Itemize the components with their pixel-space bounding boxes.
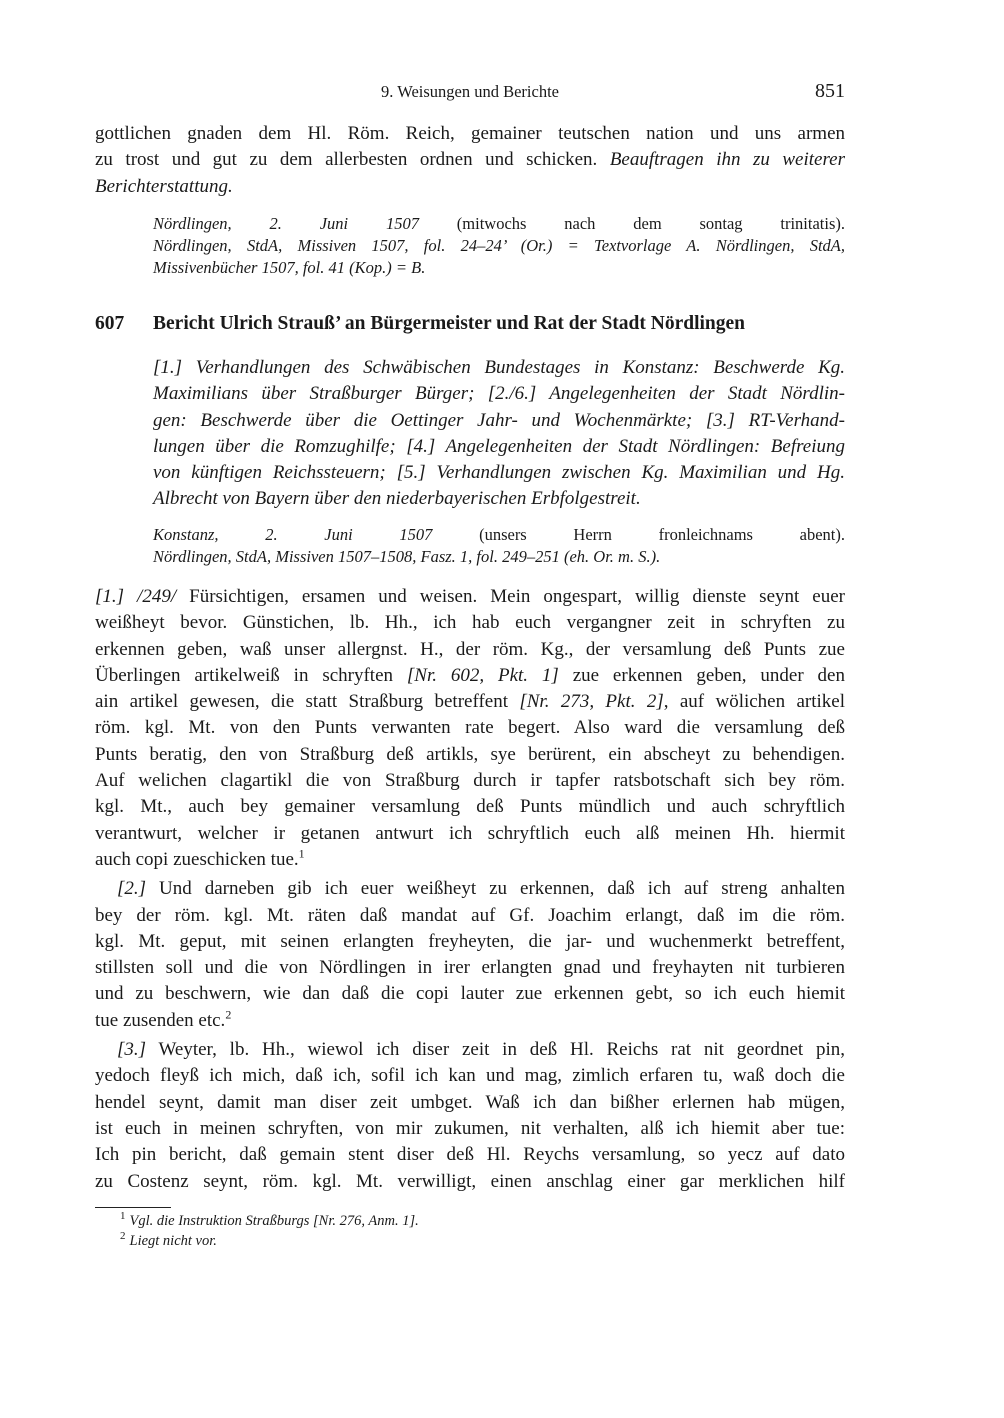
text-line bbox=[95, 121, 845, 147]
text-line bbox=[95, 689, 845, 715]
previous-document-ending bbox=[95, 121, 845, 200]
text-line bbox=[95, 637, 845, 663]
text-span: weißheyt bevor. Günstichen, lb. Hh., ich hab euch vergangner zeit in schryften zu bbox=[95, 612, 845, 634]
text-line bbox=[95, 876, 845, 902]
text-line bbox=[95, 715, 845, 741]
page-number: 851 bbox=[815, 80, 845, 102]
text-span: Nördlingen, StdA, Missiven 1507–1508, Fasz. 1, fol. 249–251 (eh. Or. m. S.). bbox=[153, 547, 661, 566]
text-span: [3.] bbox=[117, 1039, 147, 1061]
text-span: auch copi zueschicken tue. bbox=[95, 848, 299, 870]
text-span: zu Costenz seynt, röm. kgl. Mt. verwilligt, einen anschlag einer gar merklichen hilf bbox=[95, 1170, 845, 1192]
text-span: Fürsichtigen, ersamen und weisen. Mein ongespart, willig dienste seynt euer bbox=[176, 586, 845, 607]
text-line bbox=[95, 1090, 845, 1116]
text-line bbox=[95, 1116, 845, 1142]
text-span: Und darneben gib ich euer weißheyt zu erkennen, daß ich auf streng anhalten bbox=[146, 878, 845, 900]
text-span: Punts beratig, den von Straßburg deß artikls, sye berürent, ein abscheyt zu behendigen. bbox=[95, 743, 845, 765]
text-line bbox=[153, 235, 845, 257]
text-line bbox=[95, 1008, 845, 1034]
text-span: [2.] bbox=[117, 878, 147, 900]
text-span: Weyter, lb. Hh., wiewol ich diser zeit in deß Hl. Reichs rat nit geordnet pin, bbox=[146, 1039, 845, 1061]
text-span: Berichterstattung. bbox=[95, 175, 233, 197]
paragraph bbox=[95, 1037, 845, 1195]
document-number: 607 bbox=[95, 313, 125, 334]
text-line bbox=[95, 610, 845, 636]
text-span: [1.] Verhandlungen des Schwäbischen Bundestages in Konstanz: Beschwerde Kg. bbox=[153, 357, 845, 378]
document-heading bbox=[95, 313, 845, 335]
text-line bbox=[95, 147, 845, 173]
text-span: hendel seynt, damit man diser zeit umbget. Waß ich dan bißher erlernen hab mügen, bbox=[95, 1091, 845, 1113]
text-span: erkennen geben, waß unser allergnst. H., der röm. Kg., der versamlung deß Punts zue bbox=[95, 638, 845, 660]
text-span: kgl. Mt. geput, mit seinen erlangten freyheyten, die jar- und wuchenmerkt betreffent, bbox=[95, 930, 845, 952]
text-span: ain artikel gewesen, die statt Straßburg betreffent bbox=[95, 691, 520, 713]
text-line bbox=[95, 768, 845, 794]
text-line bbox=[95, 903, 845, 929]
text-line bbox=[95, 847, 845, 873]
text-line bbox=[153, 408, 845, 434]
text-line bbox=[95, 955, 845, 981]
paragraph bbox=[95, 584, 845, 873]
text-line bbox=[95, 584, 845, 610]
text-span: (unsers Herrn fronleichnams abent). bbox=[432, 525, 845, 544]
text-span: zu trost und gut zu dem allerbesten ordnen und schicken. bbox=[95, 149, 610, 171]
text-span: lungen über die Romzughilfe; [4.] Angelegenheiten der Stadt Nördlingen: Befreiung bbox=[153, 435, 845, 457]
document-dating bbox=[153, 524, 845, 568]
text-line bbox=[95, 1169, 845, 1195]
text-line bbox=[153, 524, 845, 546]
text-span: Nördlingen, StdA, Missiven 1507, fol. 24–24’ (Or.) = Textvorlage A. Nördlingen, StdA, bbox=[153, 236, 845, 255]
running-header: 9. Weisungen und Berichte bbox=[381, 82, 559, 101]
text-span: Auf welichen clagartikl die von Straßburg durch ir tapfer ratsbotschaft sich bey röm. bbox=[95, 770, 845, 792]
text-span: Maximilians über Straßburger Bürger; [2./6.] Angelegenheiten der Stadt Nördlin- bbox=[153, 383, 845, 405]
document-body bbox=[95, 584, 845, 1195]
text-span: Beauftragen ihn zu weiterer bbox=[609, 149, 845, 171]
text-span: [Nr. 273, Pkt. 2] bbox=[519, 691, 664, 713]
footnote-1: $^1$ Vgl. die Instruktion Straßburgs [Nr. 276, Anm. 1]. bbox=[120, 1210, 419, 1229]
text-span: tue zusenden etc. bbox=[95, 1009, 226, 1031]
text-line bbox=[153, 257, 845, 279]
text-line bbox=[95, 821, 845, 847]
text-span: röm. kgl. Mt. von den Punts verwanten rate begert. Also ward die versamlung deß bbox=[95, 717, 845, 739]
text-span: bey der röm. kgl. Mt. räten daß mandat auf Gf. Joachim erlangt, daß im die röm. bbox=[95, 904, 845, 926]
text-span: gen: Beschwerde über die Oettinger Jahr- und Wochenmärkte; [3.] RT-Verhand- bbox=[153, 409, 845, 431]
text-line bbox=[95, 794, 845, 820]
text-line bbox=[95, 174, 845, 200]
text-span: stillsten soll und die von Nördlingen in irer erlangten gnad und freyhayten nit turbieren bbox=[95, 957, 845, 979]
document-title: Bericht Ulrich Strauß’ an Bürgermeister und Rat der Stadt Nördlingen bbox=[153, 313, 746, 334]
paragraph bbox=[95, 876, 845, 1034]
text-line bbox=[153, 486, 845, 512]
text-span: gottlichen gnaden dem Hl. Röm. Reich, gemainer teutschen nation und uns armen bbox=[95, 123, 845, 144]
text-span: und zu beschwern, wie dan daß die copi lauter zue erkennen gebt, so ich euch hiemit bbox=[95, 983, 845, 1005]
text-span: [1.] /249/ bbox=[95, 586, 177, 607]
text-line bbox=[153, 213, 845, 235]
text-span: Ich pin bericht, daß gemain stent diser deß Hl. Reychs versamlung, so yecz auf dato bbox=[95, 1144, 845, 1166]
text-line bbox=[95, 1037, 845, 1063]
document-summary bbox=[153, 355, 845, 513]
text-span: zue erkennen geben, under den bbox=[558, 664, 845, 686]
text-span: Überlingen artikelweiß in schryften bbox=[95, 664, 407, 686]
text-span: kgl. Mt., auch bey gemainer versamlung deß Punts mündlich und auch schryftlich bbox=[95, 796, 845, 818]
text-span: Albrecht von Bayern über den niederbayerischen Erbfolgestreit. bbox=[153, 488, 641, 510]
footnote-rule bbox=[95, 1207, 171, 1208]
text-span: (mitwochs nach dem sontag trinitatis). bbox=[418, 214, 845, 233]
text-span: yedoch fleyß ich mich, daß ich, sofil ich kan und mag, zimlich erfaren tu, waß doch die bbox=[95, 1065, 845, 1087]
text-line bbox=[95, 742, 845, 768]
text-span: verantwurt, welcher ir getanen antwurt ich schryftlich euch alß meinen Hh. hiermit bbox=[95, 822, 845, 844]
text-line bbox=[153, 460, 845, 486]
text-line bbox=[95, 663, 845, 689]
text-span: [Nr. 602, Pkt. 1] bbox=[406, 664, 559, 686]
footnote-2: $^2$ Liegt nicht vor. bbox=[120, 1230, 217, 1249]
text-line bbox=[153, 355, 845, 381]
text-line bbox=[95, 929, 845, 955]
previous-document-dating bbox=[153, 213, 845, 279]
text-line bbox=[153, 381, 845, 407]
text-line bbox=[153, 434, 845, 460]
text-span: Nördlingen, 2. Juni 1507 bbox=[153, 214, 419, 233]
text-span: , auf wölichen artikel bbox=[663, 691, 845, 713]
text-line bbox=[153, 546, 845, 568]
text-span: Konstanz, 2. Juni 1507 bbox=[153, 525, 433, 544]
text-span: ist euch in meinen schryften, von mir zukumen, nit verhalten, alß ich hiemit aber tue: bbox=[95, 1117, 845, 1139]
footnote-reference: 1 bbox=[298, 846, 305, 861]
text-line bbox=[95, 1142, 845, 1168]
text-span: Missivenbücher 1507, fol. 41 (Kop.) = B. bbox=[153, 258, 426, 277]
footnote-reference: 2 bbox=[225, 1007, 232, 1022]
text-span: von künftigen Reichssteuern; [5.] Verhandlungen zwischen Kg. Maximilian und Hg. bbox=[153, 462, 845, 484]
text-line bbox=[95, 981, 845, 1007]
text-line bbox=[95, 1063, 845, 1089]
